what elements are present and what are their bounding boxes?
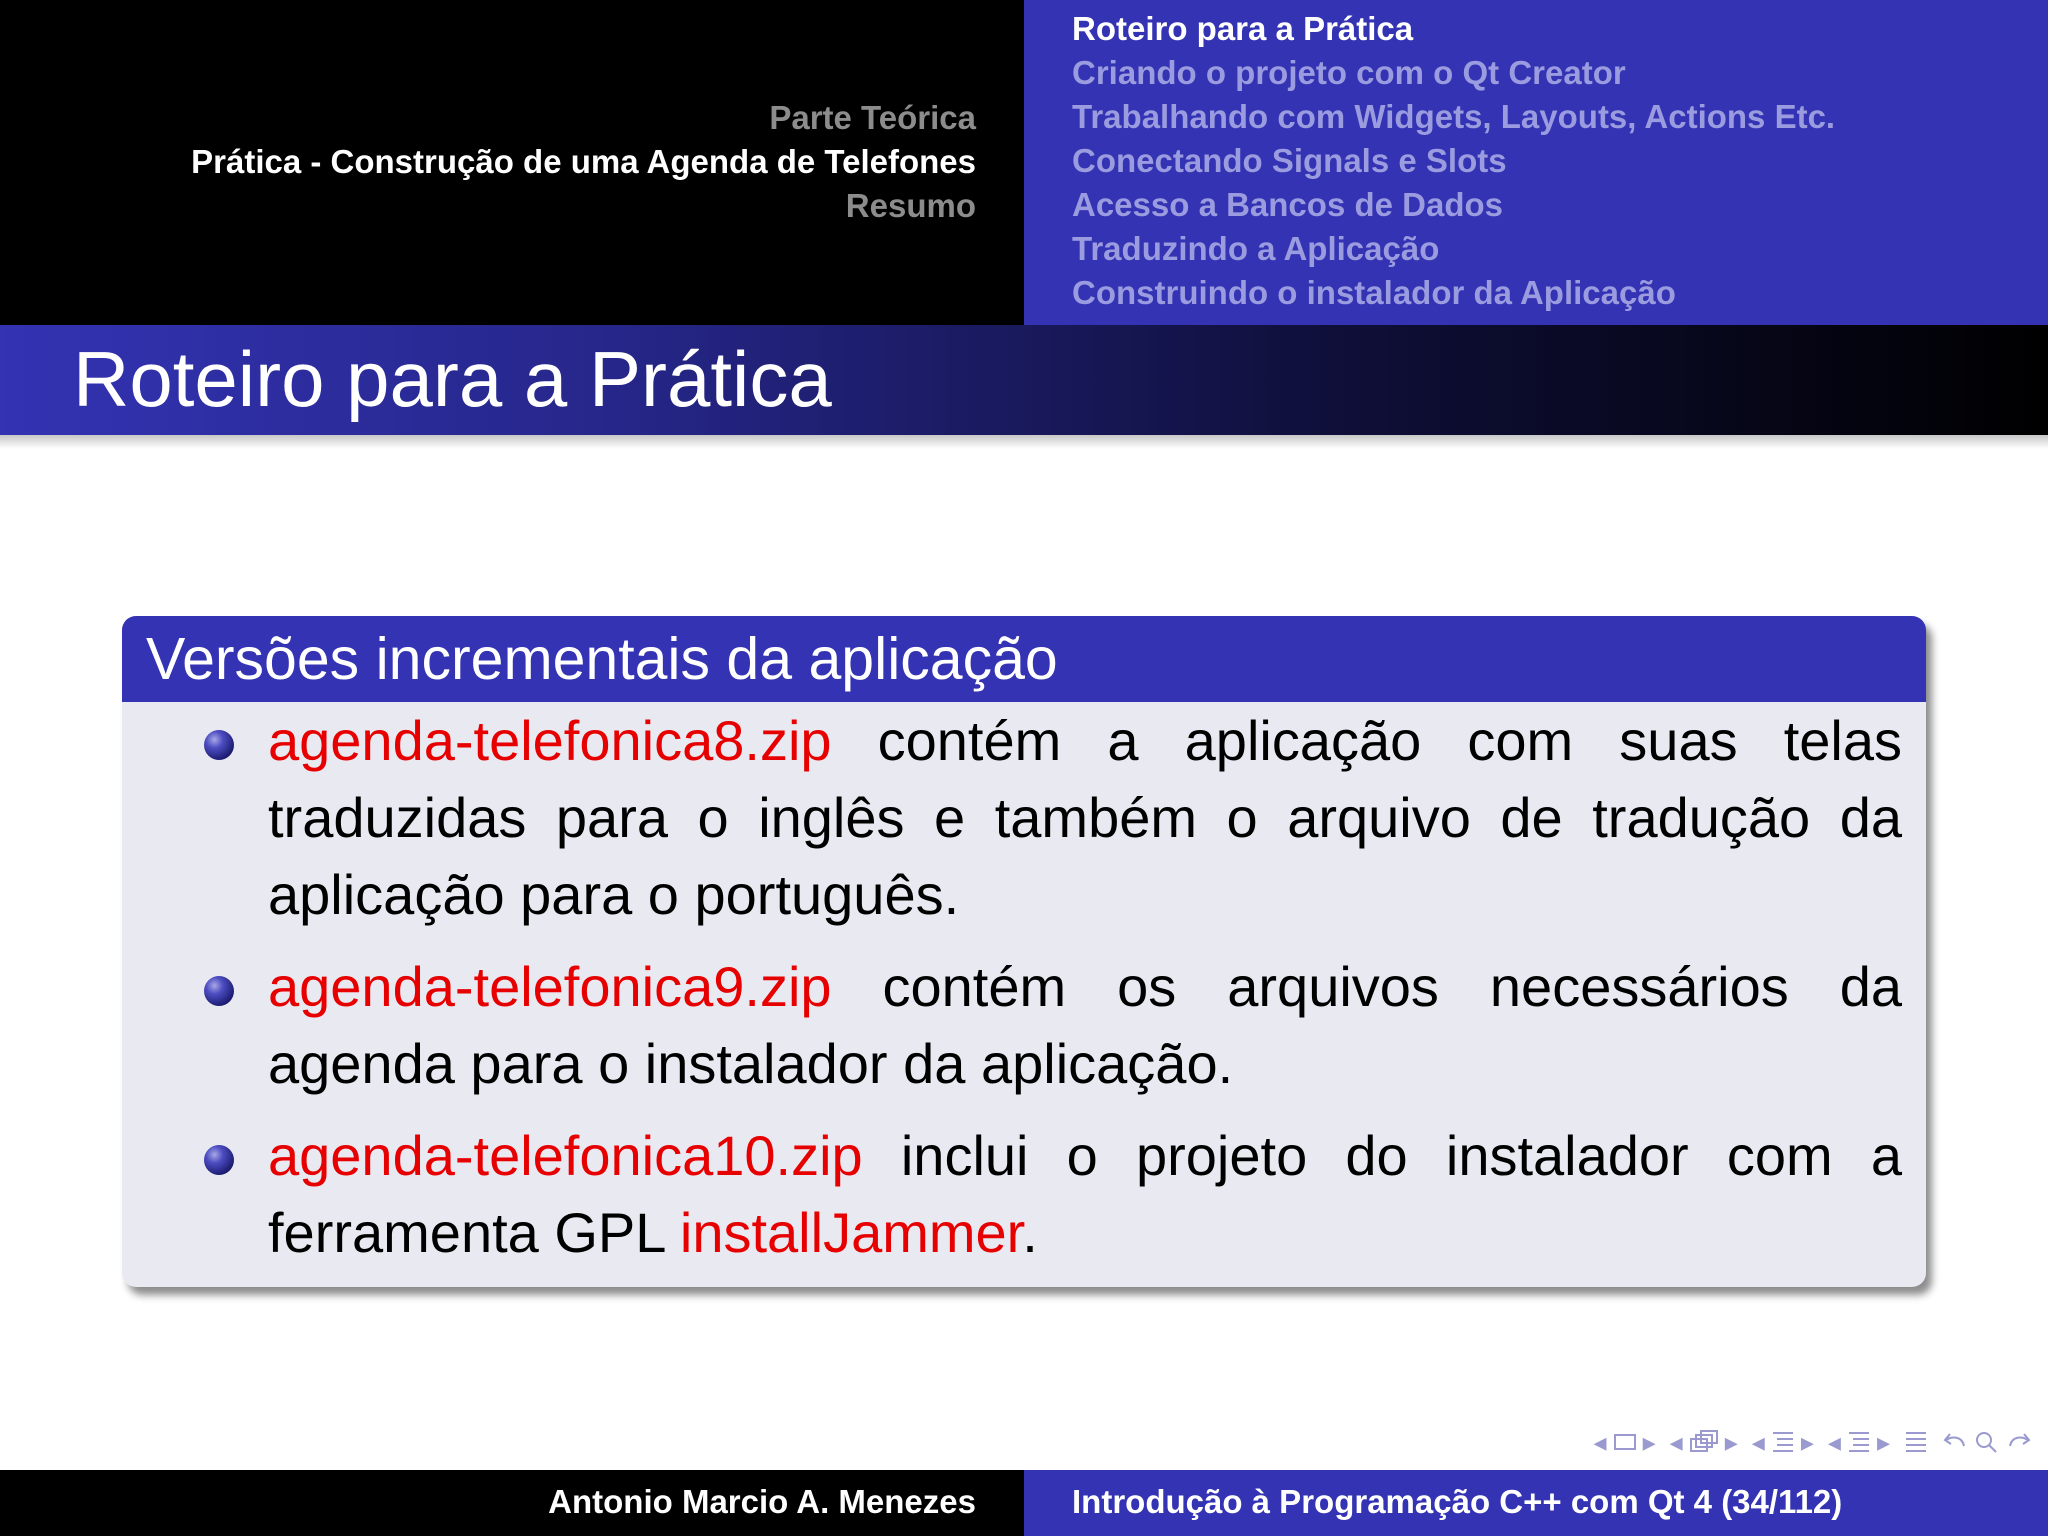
section-navigation bbox=[191, 96, 976, 228]
nav-subsection-icon[interactable] bbox=[1771, 1429, 1795, 1455]
subsection-link-traduzindo[interactable]: Traduzindo a Aplicação bbox=[1072, 230, 1440, 267]
list-item bbox=[268, 948, 1902, 1102]
nav-subsection-group bbox=[1752, 1427, 1814, 1458]
nav-next-slide-icon[interactable]: ▸ bbox=[1642, 1426, 1656, 1457]
nav-next-subsection-icon[interactable]: ▸ bbox=[1800, 1426, 1814, 1457]
nav-prev-slide-icon[interactable]: ◂ bbox=[1593, 1426, 1607, 1457]
subsection-link-bancos-dados[interactable]: Acesso a Bancos de Dados bbox=[1072, 186, 1503, 223]
section-link-resumo[interactable]: Resumo bbox=[845, 187, 976, 224]
frame-title-bar bbox=[0, 325, 2048, 435]
nav-back-icon[interactable] bbox=[1942, 1430, 1968, 1454]
nav-frame-icon[interactable] bbox=[1689, 1429, 1719, 1455]
content-block bbox=[122, 616, 1926, 1287]
nav-prev-frame-icon[interactable]: ◂ bbox=[1669, 1426, 1683, 1457]
bullet-list bbox=[122, 702, 1902, 1271]
nav-next-frame-icon[interactable]: ▸ bbox=[1724, 1426, 1738, 1457]
bullet-ball-icon bbox=[204, 1145, 234, 1175]
footer-author-panel bbox=[0, 1470, 1024, 1536]
footer-title: Introdução à Programação C++ com Qt 4 (34/112) bbox=[1072, 1483, 1843, 1520]
subsection-link-criando-projeto[interactable]: Criando o projeto com o Qt Creator bbox=[1072, 54, 1626, 91]
subsection-link-signals-slots[interactable]: Conectando Signals e Slots bbox=[1072, 142, 1507, 179]
nav-next-section-icon[interactable]: ▸ bbox=[1876, 1426, 1890, 1457]
nav-search-icon[interactable] bbox=[1974, 1430, 2000, 1454]
section-link-pratica[interactable]: Prática - Construção de uma Agenda de Telefones bbox=[191, 143, 976, 180]
nav-section-group bbox=[1828, 1427, 1890, 1458]
subsection-link-instalador[interactable]: Construindo o instalador da Aplicação bbox=[1072, 274, 1676, 311]
item-text: contém a aplicação com suas telas traduzidas para o inglês e também o arquivo de tradução da aplicação para o português. bbox=[268, 709, 1902, 926]
list-item bbox=[268, 1117, 1902, 1271]
block-body bbox=[122, 702, 1926, 1271]
navigation-symbols bbox=[1594, 1424, 2033, 1460]
nav-document-icon[interactable] bbox=[1904, 1429, 1928, 1455]
nav-section-icon[interactable] bbox=[1847, 1429, 1871, 1455]
section-link-parte-teorica[interactable]: Parte Teórica bbox=[769, 99, 976, 136]
list-item bbox=[268, 702, 1902, 933]
footer-title-panel bbox=[1024, 1470, 2048, 1536]
file-name: agenda-telefonica10.zip bbox=[268, 1124, 863, 1187]
footer-author: Antonio Marcio A. Menezes bbox=[548, 1483, 976, 1520]
item-text-end: . bbox=[1022, 1201, 1038, 1264]
item-text: inclui o projeto do instalador com a ferramenta GPL bbox=[268, 1124, 1902, 1264]
frame-title: Roteiro para a Prática bbox=[73, 335, 832, 423]
nav-frame-group bbox=[1670, 1427, 1738, 1458]
subsection-navigation bbox=[1072, 7, 1835, 315]
file-name: agenda-telefonica8.zip bbox=[268, 709, 832, 772]
nav-slide-group bbox=[1594, 1427, 1656, 1458]
nav-prev-subsection-icon[interactable]: ◂ bbox=[1751, 1426, 1765, 1457]
nav-slide-icon[interactable] bbox=[1613, 1432, 1637, 1452]
item-text: contém os arquivos necessários da agenda para o instalador da aplicação. bbox=[268, 955, 1902, 1095]
header-subsections-panel bbox=[1024, 0, 2048, 325]
bullet-ball-icon bbox=[204, 730, 234, 760]
bullet-ball-icon bbox=[204, 976, 234, 1006]
subsection-link-roteiro[interactable]: Roteiro para a Prática bbox=[1072, 10, 1414, 47]
file-name: agenda-telefonica9.zip bbox=[268, 955, 832, 1018]
header-sections-panel bbox=[0, 0, 1024, 325]
nav-search-group bbox=[1942, 1430, 2032, 1454]
nav-prev-section-icon[interactable]: ◂ bbox=[1827, 1426, 1841, 1457]
frame-title-shadow bbox=[0, 435, 2048, 449]
block-title: Versões incrementais da aplicação bbox=[122, 616, 1926, 702]
tool-name: installJammer bbox=[679, 1201, 1023, 1264]
nav-forward-icon[interactable] bbox=[2006, 1430, 2032, 1454]
subsection-link-widgets[interactable]: Trabalhando com Widgets, Layouts, Actions Etc. bbox=[1072, 98, 1836, 135]
